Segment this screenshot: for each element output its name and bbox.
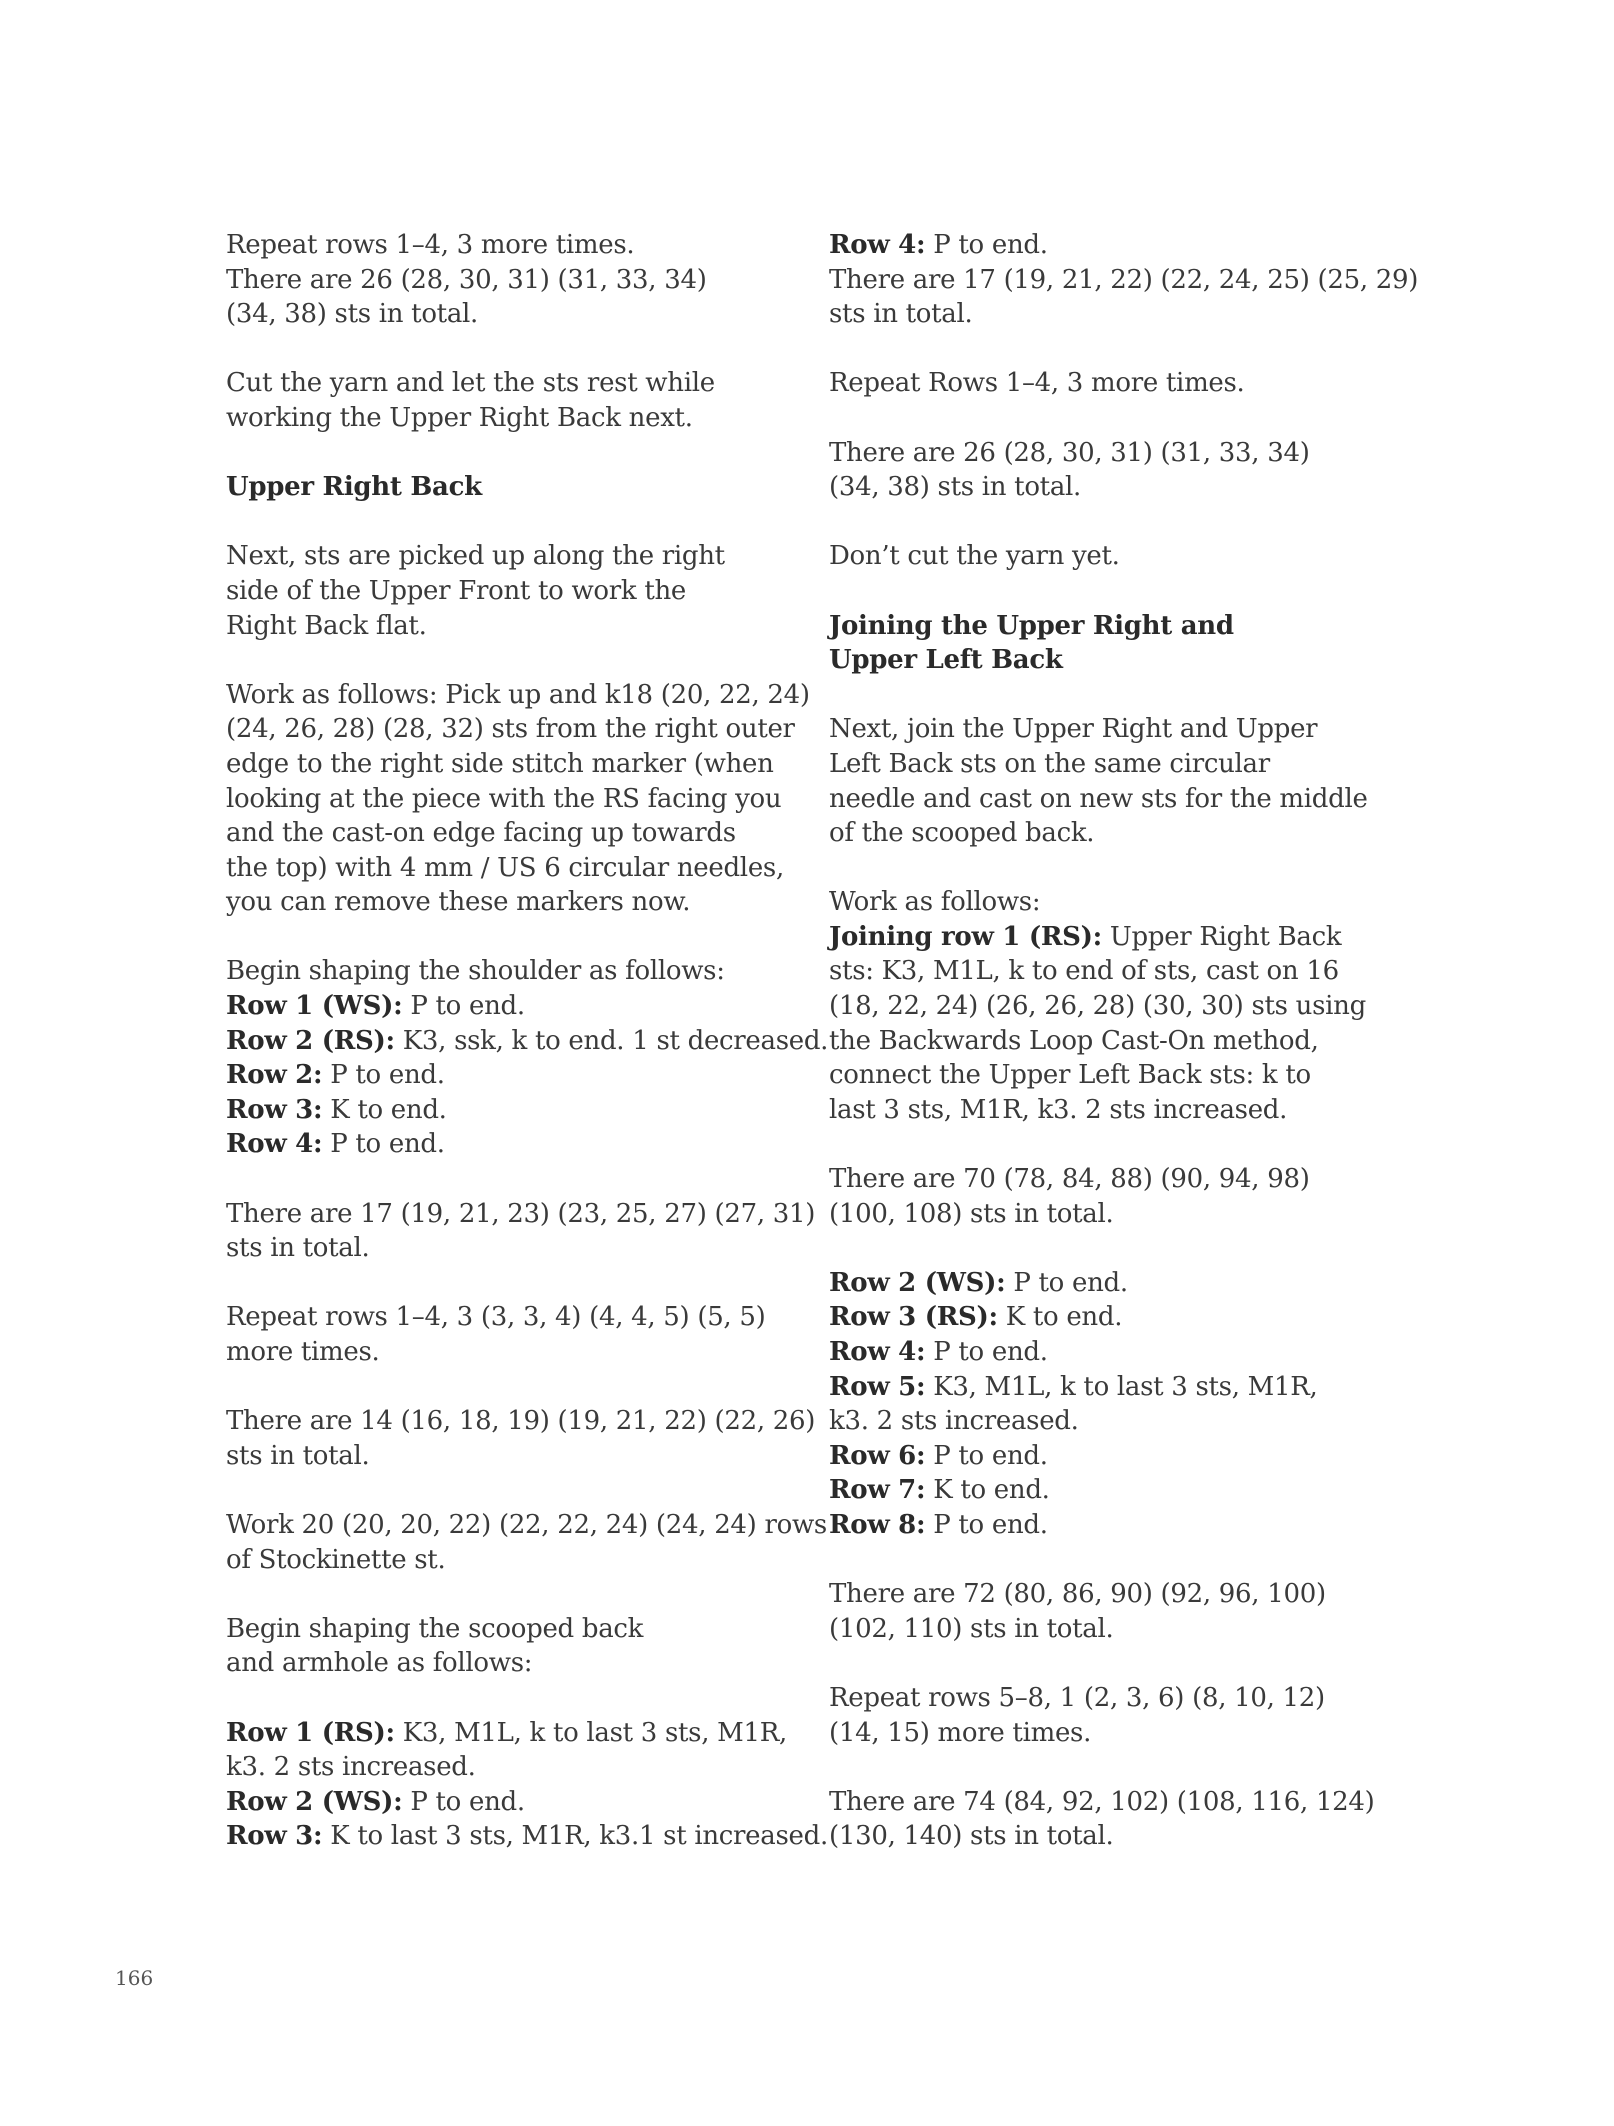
line-text: There are 70 (78, 84, 88) (90, 94, 98): [829, 1164, 1310, 1195]
text-line: [226, 228, 786, 263]
row-label: Row 2:: [226, 1060, 323, 1091]
text-line: [226, 885, 786, 920]
line-text: working the Upper Right Back next.: [226, 402, 693, 433]
line-text: P to end.: [925, 1337, 1048, 1367]
line-text: looking at the piece with the RS facing you: [226, 783, 782, 814]
text-line: [226, 263, 786, 298]
line-text: and armhole as follows:: [226, 1648, 533, 1679]
line-text: Begin shaping the shoulder as follows:: [226, 956, 725, 987]
text-line: [829, 436, 1389, 471]
line-text: (18, 22, 24) (26, 26, 28) (30, 30) sts using: [829, 991, 1366, 1022]
instruction-row: [226, 1058, 786, 1093]
line-text: sts in total.: [829, 299, 973, 330]
row-label: Row 3 (RS):: [829, 1302, 998, 1333]
line-text: (24, 26, 28) (28, 32) sts from the right outer: [226, 714, 795, 745]
text-line: [829, 782, 1389, 817]
text-line: [829, 989, 1389, 1024]
instruction-row: [226, 1093, 786, 1128]
row-label: Row 1 (RS):: [226, 1717, 395, 1748]
text-line: [829, 1197, 1389, 1232]
text-line: [829, 539, 1389, 574]
line-text: sts: K3, M1L, k to end of sts, cast on 16: [829, 956, 1339, 987]
paragraph-gap: [829, 851, 1389, 886]
line-text: There are 26 (28, 30, 31) (31, 33, 34): [829, 437, 1310, 468]
line-text: P to end.: [1005, 1267, 1128, 1298]
row-label: Row 4:: [829, 230, 926, 260]
paragraph-gap: [226, 1266, 786, 1301]
line-text: K to last 3 sts, M1R, k3.1 st increased.: [322, 1821, 828, 1852]
paragraph-gap: [226, 643, 786, 678]
instruction-row: [829, 1439, 1389, 1474]
row-label: Joining row 1 (RS):: [829, 921, 1102, 952]
line-text: of the scooped back.: [829, 818, 1095, 849]
line-text: (102, 110) sts in total.: [829, 1613, 1114, 1644]
line-text: side of the Upper Front to work the: [226, 575, 687, 606]
text-line: [829, 1819, 1389, 1854]
line-text: (34, 38) sts in total.: [226, 299, 479, 330]
line-text: K to end.: [997, 1302, 1123, 1333]
line-text: P to end.: [925, 1440, 1048, 1471]
paragraph-gap: [226, 1473, 786, 1508]
row-label: Row 5:: [829, 1371, 926, 1402]
text-line: [226, 782, 786, 817]
instruction-row: [226, 1819, 828, 1854]
line-text: K to end.: [925, 1475, 1050, 1506]
text-line: [226, 678, 810, 713]
instruction-row: [829, 1266, 1389, 1301]
paragraph-gap: [829, 574, 1389, 609]
text-line: [226, 1439, 786, 1474]
right-column: [829, 228, 1419, 1854]
line-text: connect the Upper Left Back sts: k to: [829, 1060, 1311, 1091]
line-text: P to end.: [402, 991, 525, 1022]
line-text: last 3 sts, M1R, k3. 2 sts increased.: [829, 1094, 1288, 1125]
line-text: (130, 140) sts in total.: [829, 1821, 1114, 1852]
paragraph-gap: [829, 401, 1389, 436]
line-text: K to end.: [322, 1094, 447, 1125]
line-text: There are 14 (16, 18, 19) (19, 21, 22) (22, 26): [226, 1406, 816, 1437]
text-line: [829, 1058, 1389, 1093]
instruction-row: [829, 1370, 1389, 1405]
text-line: [829, 1716, 1389, 1751]
line-text: Work as follows:: [829, 887, 1041, 918]
row-label: Row 6:: [829, 1440, 926, 1471]
line-text: (14, 15) more times.: [829, 1717, 1092, 1748]
line-text: There are 17 (19, 21, 22) (22, 24, 25) (25, 29): [829, 264, 1419, 295]
text-line: [829, 470, 1389, 505]
line-text: K3, M1L, k to last 3 sts, M1R,: [925, 1371, 1318, 1402]
text-line: [829, 885, 1389, 920]
paragraph-gap: [226, 1370, 786, 1405]
text-line: [226, 1750, 786, 1785]
line-text: Left Back sts on the same circular: [829, 748, 1270, 779]
line-text: Begin shaping the scooped back: [226, 1613, 644, 1644]
line-text: k3. 2 sts increased.: [829, 1406, 1079, 1437]
line-text: P to end.: [925, 230, 1048, 260]
instruction-row: [829, 228, 1389, 263]
text-line: [226, 1404, 816, 1439]
line-text: the top) with 4 mm / US 6 circular needles,: [226, 852, 784, 883]
text-line: [226, 574, 786, 609]
instruction-row: [829, 1508, 1389, 1543]
text-line: [226, 712, 795, 747]
text-line: [226, 609, 786, 644]
text-line: [829, 1024, 1389, 1059]
text-line: [226, 1543, 786, 1578]
text-line: [829, 954, 1389, 989]
line-text: Right Back flat.: [226, 610, 427, 641]
paragraph-gap: [829, 678, 1389, 713]
section-heading: Upper Right Back: [226, 472, 482, 503]
text-line: [226, 1646, 786, 1681]
instruction-row: [226, 1024, 829, 1059]
paragraph-gap: [829, 332, 1389, 367]
text-line: [829, 1577, 1389, 1612]
text-line: [829, 263, 1419, 298]
instruction-row: [226, 1127, 786, 1162]
row-label: Row 8:: [829, 1509, 926, 1540]
paragraph-gap: [226, 1681, 786, 1716]
text-line: [829, 1404, 1389, 1439]
paragraph-gap: [226, 1162, 786, 1197]
line-text: more times.: [226, 1337, 380, 1367]
row-label: Row 2 (WS):: [829, 1267, 1006, 1298]
line-text: Cut the yarn and let the sts rest while: [226, 368, 715, 399]
text-line: [226, 954, 786, 989]
paragraph-gap: [226, 332, 786, 367]
text-line: [829, 712, 1389, 747]
line-text: Repeat Rows 1–4, 3 more times.: [829, 368, 1245, 399]
text-line: [829, 816, 1389, 851]
paragraph-gap: [226, 436, 786, 471]
paragraph-gap: [829, 1646, 1389, 1681]
instruction-row: [829, 1473, 1389, 1508]
text-line: [829, 1612, 1389, 1647]
row-label: Row 4:: [226, 1129, 323, 1160]
text-line: [226, 366, 786, 401]
paragraph-gap: [226, 920, 786, 955]
line-text: P to end.: [322, 1060, 445, 1091]
row-label: Row 2 (RS):: [226, 1025, 395, 1056]
row-label: Row 7:: [829, 1475, 926, 1506]
text-line: [226, 1508, 827, 1543]
text-line: [226, 401, 786, 436]
row-label: Row 3:: [226, 1821, 323, 1852]
text-line: [226, 816, 786, 851]
row-label: Row 3:: [226, 1094, 323, 1125]
text-line: [226, 1612, 786, 1647]
paragraph-gap: [226, 505, 786, 540]
paragraph-gap: [829, 1127, 1389, 1162]
row-label: Row 1 (WS):: [226, 991, 403, 1022]
line-text: There are 17 (19, 21, 23) (23, 25, 27) (27, 31): [226, 1198, 816, 1229]
paragraph-gap: [829, 505, 1389, 540]
paragraph-gap: [829, 1231, 1389, 1266]
text-line: [829, 747, 1389, 782]
row-label: Row 2 (WS):: [226, 1786, 403, 1817]
text-line: [829, 366, 1389, 401]
line-text: (34, 38) sts in total.: [829, 472, 1082, 503]
left-column: [226, 228, 829, 1854]
text-line: [226, 1231, 786, 1266]
line-text: There are 72 (80, 86, 90) (92, 96, 100): [829, 1579, 1326, 1610]
text-line: [829, 1162, 1389, 1197]
line-text: Work as follows: Pick up and k18 (20, 22, 24): [226, 679, 810, 710]
line-text: Next, join the Upper Right and Upper: [829, 714, 1318, 745]
instruction-row: [829, 920, 1389, 955]
line-text: sts in total.: [226, 1233, 370, 1264]
paragraph-gap: [829, 1543, 1389, 1578]
line-text: P to end.: [402, 1786, 525, 1817]
line-text: k3. 2 sts increased.: [226, 1752, 476, 1783]
line-text: (100, 108) sts in total.: [829, 1198, 1114, 1229]
instruction-row: [226, 989, 786, 1024]
text-line: [829, 1093, 1389, 1128]
line-text: P to end.: [322, 1129, 445, 1160]
line-text: Don’t cut the yarn yet.: [829, 541, 1120, 572]
line-text: and the cast-on edge facing up towards: [226, 818, 736, 849]
text-line: [226, 297, 786, 332]
text-line: [226, 747, 786, 782]
text-line: [226, 851, 786, 886]
line-text: Repeat rows 5–8, 1 (2, 3, 6) (8, 10, 12): [829, 1682, 1325, 1713]
line-text: K3, ssk, k to end. 1 st decreased.: [394, 1025, 829, 1056]
paragraph-gap: [829, 1750, 1389, 1785]
paragraph-gap: [226, 1577, 786, 1612]
line-text: you can remove these markers now.: [226, 887, 691, 918]
instruction-row: [829, 1300, 1389, 1335]
line-text: edge to the right side stitch marker (when: [226, 748, 774, 779]
row-label: Row 4:: [829, 1337, 926, 1367]
line-text: Repeat rows 1–4, 3 more times.: [226, 230, 635, 260]
line-text: Repeat rows 1–4, 3 (3, 3, 4) (4, 4, 5) (5, 5): [226, 1302, 766, 1333]
text-line: [829, 297, 1389, 332]
text-line: [226, 539, 786, 574]
line-text: There are 74 (84, 92, 102) (108, 116, 124): [829, 1786, 1375, 1817]
text-line: [226, 1335, 786, 1370]
line-text: of Stockinette st.: [226, 1544, 446, 1575]
line-text: the Backwards Loop Cast-On method,: [829, 1025, 1319, 1056]
text-line: [829, 1785, 1389, 1820]
line-text: P to end.: [925, 1509, 1048, 1540]
instruction-row: [829, 1335, 1389, 1370]
line-text: There are 26 (28, 30, 31) (31, 33, 34): [226, 264, 707, 295]
instruction-row: [226, 1716, 786, 1751]
section-heading: Upper Left Back: [829, 645, 1063, 676]
text-line: [829, 1681, 1389, 1716]
line-text: sts in total.: [226, 1440, 370, 1471]
line-text: K3, M1L, k to last 3 sts, M1R,: [394, 1717, 787, 1748]
text-line: [226, 1197, 816, 1232]
instruction-row: [226, 1785, 786, 1820]
line-text: needle and cast on new sts for the middle: [829, 783, 1368, 814]
line-text: Work 20 (20, 20, 22) (22, 22, 24) (24, 24) rows: [226, 1509, 827, 1540]
line-text: Upper Right Back: [1101, 921, 1342, 952]
line-text: Next, sts are picked up along the right: [226, 541, 725, 572]
page-number: 166: [115, 1966, 154, 1990]
section-heading: Joining the Upper Right and: [829, 610, 1234, 641]
text-line: [226, 1300, 786, 1335]
